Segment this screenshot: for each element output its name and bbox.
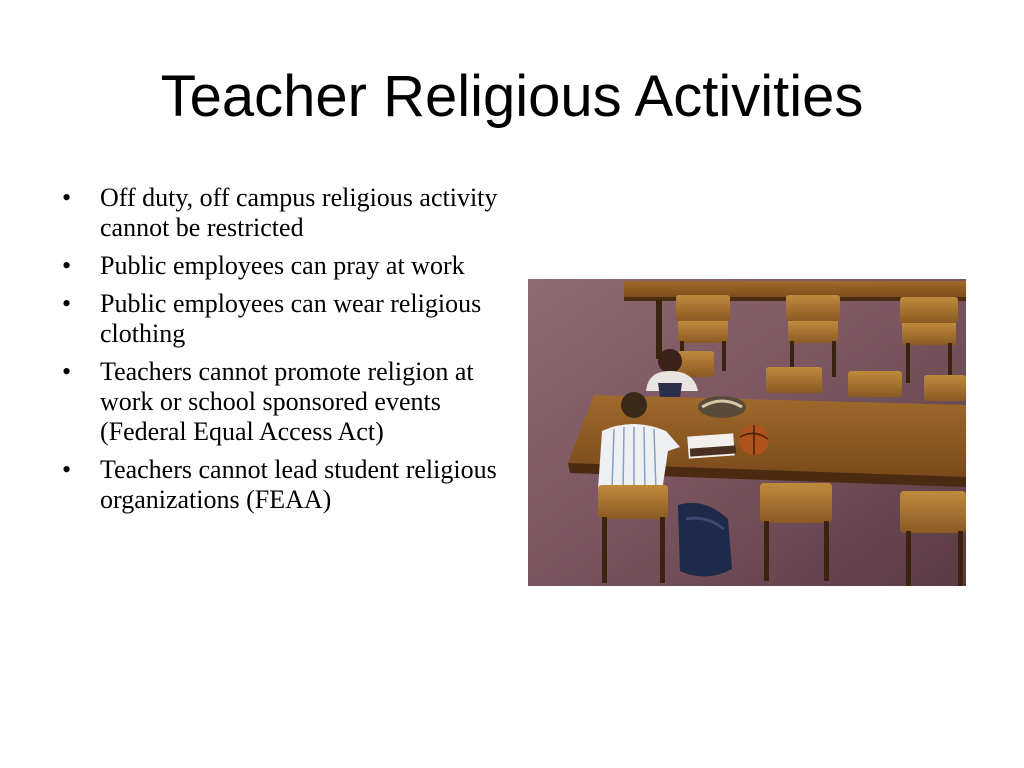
- bullet-item: [62, 289, 502, 349]
- bullet-dot: •: [62, 455, 72, 484]
- chair: [786, 295, 840, 343]
- bullet-dot: •: [62, 251, 72, 280]
- bullet-text: Teachers cannot promote religion at work or school sponsored events (Federal Equal Access Act): [100, 357, 474, 446]
- library-photo: [528, 279, 966, 586]
- bullet-item: [62, 251, 502, 281]
- slide-title: Teacher Religious Activities: [160, 64, 864, 129]
- bag: [698, 396, 746, 418]
- bullet-text: Public employees can pray at work: [100, 251, 465, 280]
- chair: [676, 295, 730, 343]
- chair: [900, 297, 958, 345]
- bullet-item: [62, 455, 502, 515]
- bullet-text: Public employees can wear religious clothing: [100, 289, 482, 348]
- bullet-dot: •: [62, 357, 72, 386]
- bullet-item: [62, 357, 502, 447]
- bullet-list: [62, 183, 502, 523]
- person-girl-head: [658, 349, 682, 373]
- bullet-text: Teachers cannot lead student religious organizations (FEAA): [100, 455, 497, 514]
- bullet-dot: •: [62, 289, 72, 318]
- bullet-dot: •: [62, 183, 72, 212]
- person-boy-head: [621, 392, 647, 418]
- bullet-text: Off duty, off campus religious activity cannot be restricted: [100, 183, 498, 242]
- bullet-item: [62, 183, 502, 243]
